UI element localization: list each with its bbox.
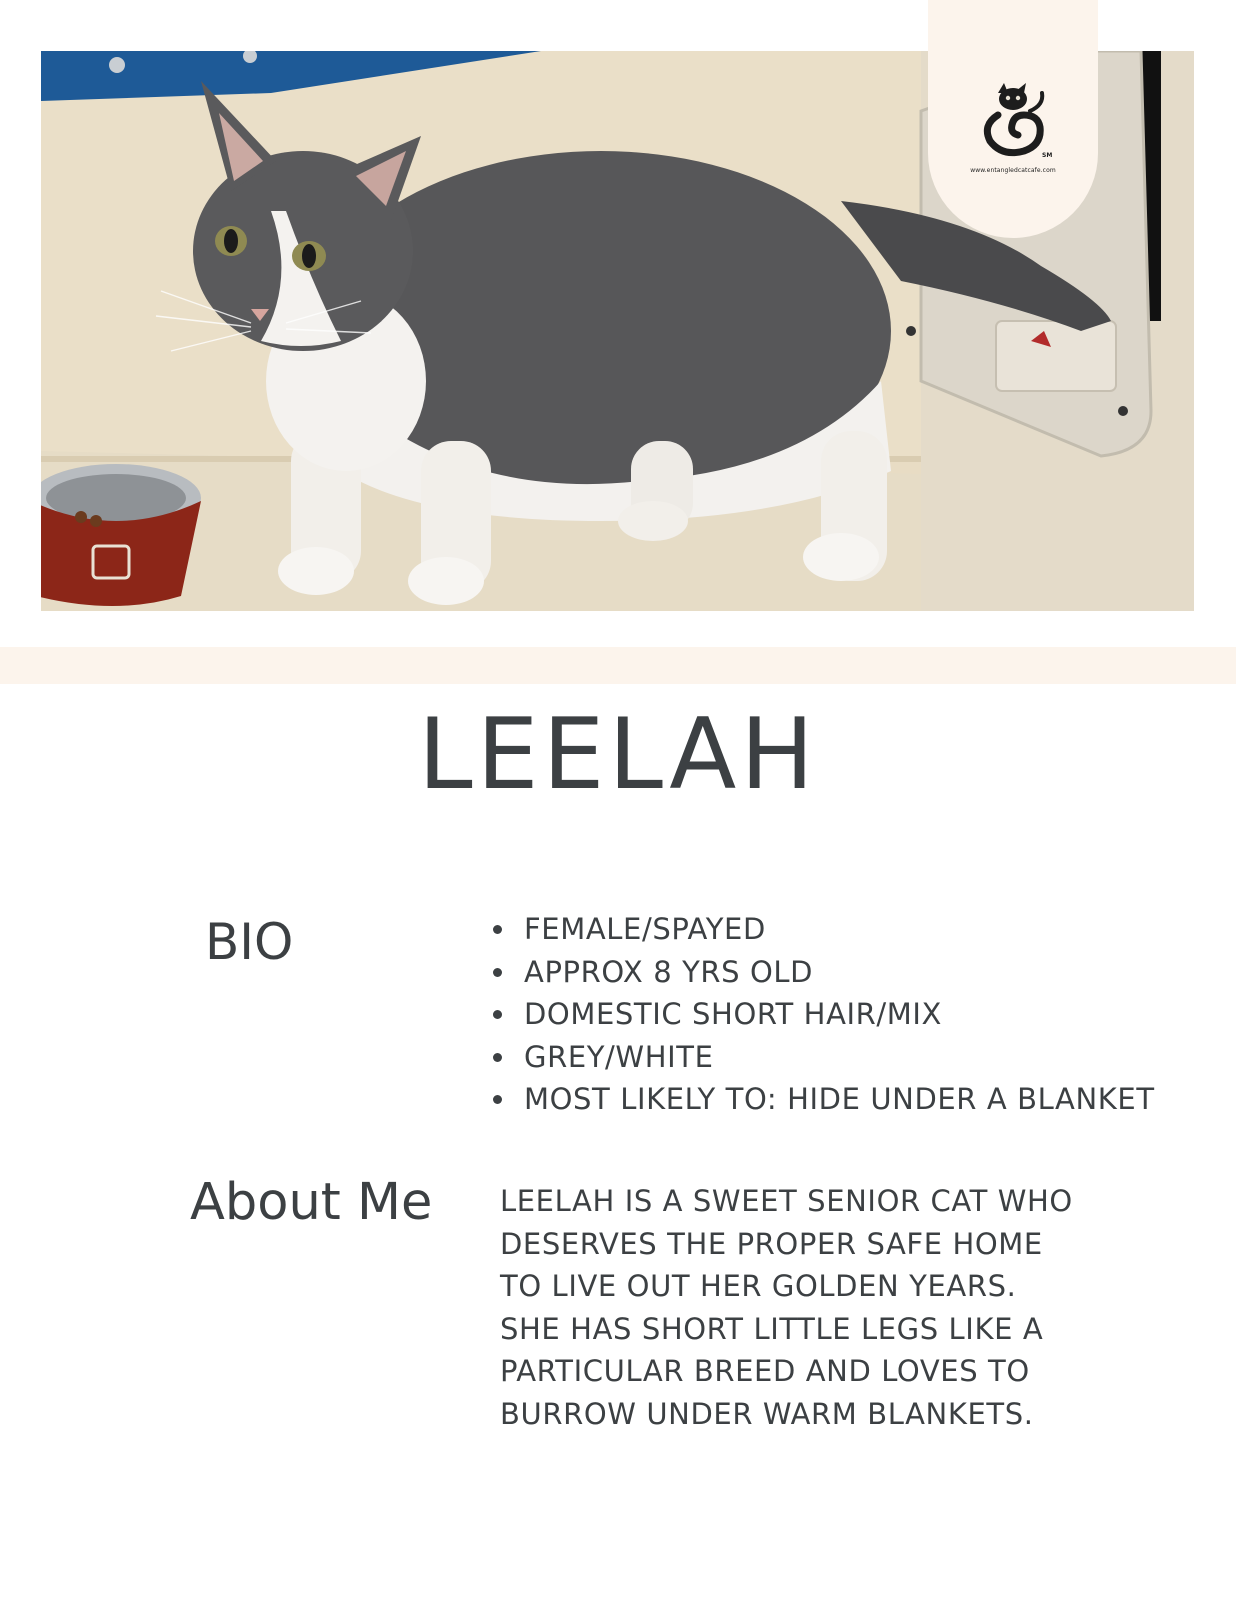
about-heading: About Me (190, 1173, 433, 1232)
bio-item-text: GREY/WHITE (524, 1039, 714, 1074)
bullet-icon (493, 1095, 502, 1104)
about-line: LEELAH IS A SWEET SENIOR CAT WHO (500, 1184, 1073, 1218)
bio-item (490, 908, 1155, 951)
bullet-icon (493, 1010, 502, 1019)
about-paragraph (500, 1180, 1120, 1435)
bio-item-text: DOMESTIC SHORT HAIR/MIX (524, 997, 943, 1031)
bullet-icon (493, 968, 502, 977)
about-line: BURROW UNDER WARM BLANKETS. (500, 1396, 1034, 1431)
bio-item-text: APPROX 8 YRS OLD (524, 954, 814, 989)
cat-name-title: LEELAH (417, 698, 819, 812)
bio-item (490, 993, 1155, 1036)
about-line: TO LIVE OUT HER GOLDEN YEARS. (500, 1269, 1017, 1303)
bio-item-text: MOST LIKELY TO: HIDE UNDER A BLANKET (524, 1082, 1155, 1116)
bio-item (490, 951, 1155, 994)
bio-item (490, 1078, 1155, 1121)
bio-heading: BIO (205, 913, 294, 971)
accent-band (0, 647, 1236, 684)
logo-url-text: www.entangledcatcafe.com (970, 166, 1056, 174)
bullet-icon (493, 925, 502, 934)
logo-service-mark: SM (1042, 151, 1053, 159)
cat-cafe-logo-icon (968, 75, 1058, 165)
bio-item (490, 1036, 1155, 1079)
bio-item-text: FEMALE/SPAYED (524, 912, 766, 946)
cafe-logo-tab (928, 0, 1098, 238)
about-line: SHE HAS SHORT LITTLE LEGS LIKE A (500, 1311, 1044, 1346)
bullet-icon (493, 1053, 502, 1062)
about-line: DESERVES THE PROPER SAFE HOME (500, 1226, 1043, 1261)
about-line: PARTICULAR BREED AND LOVES TO (500, 1354, 1030, 1388)
bio-list (490, 908, 1155, 1121)
